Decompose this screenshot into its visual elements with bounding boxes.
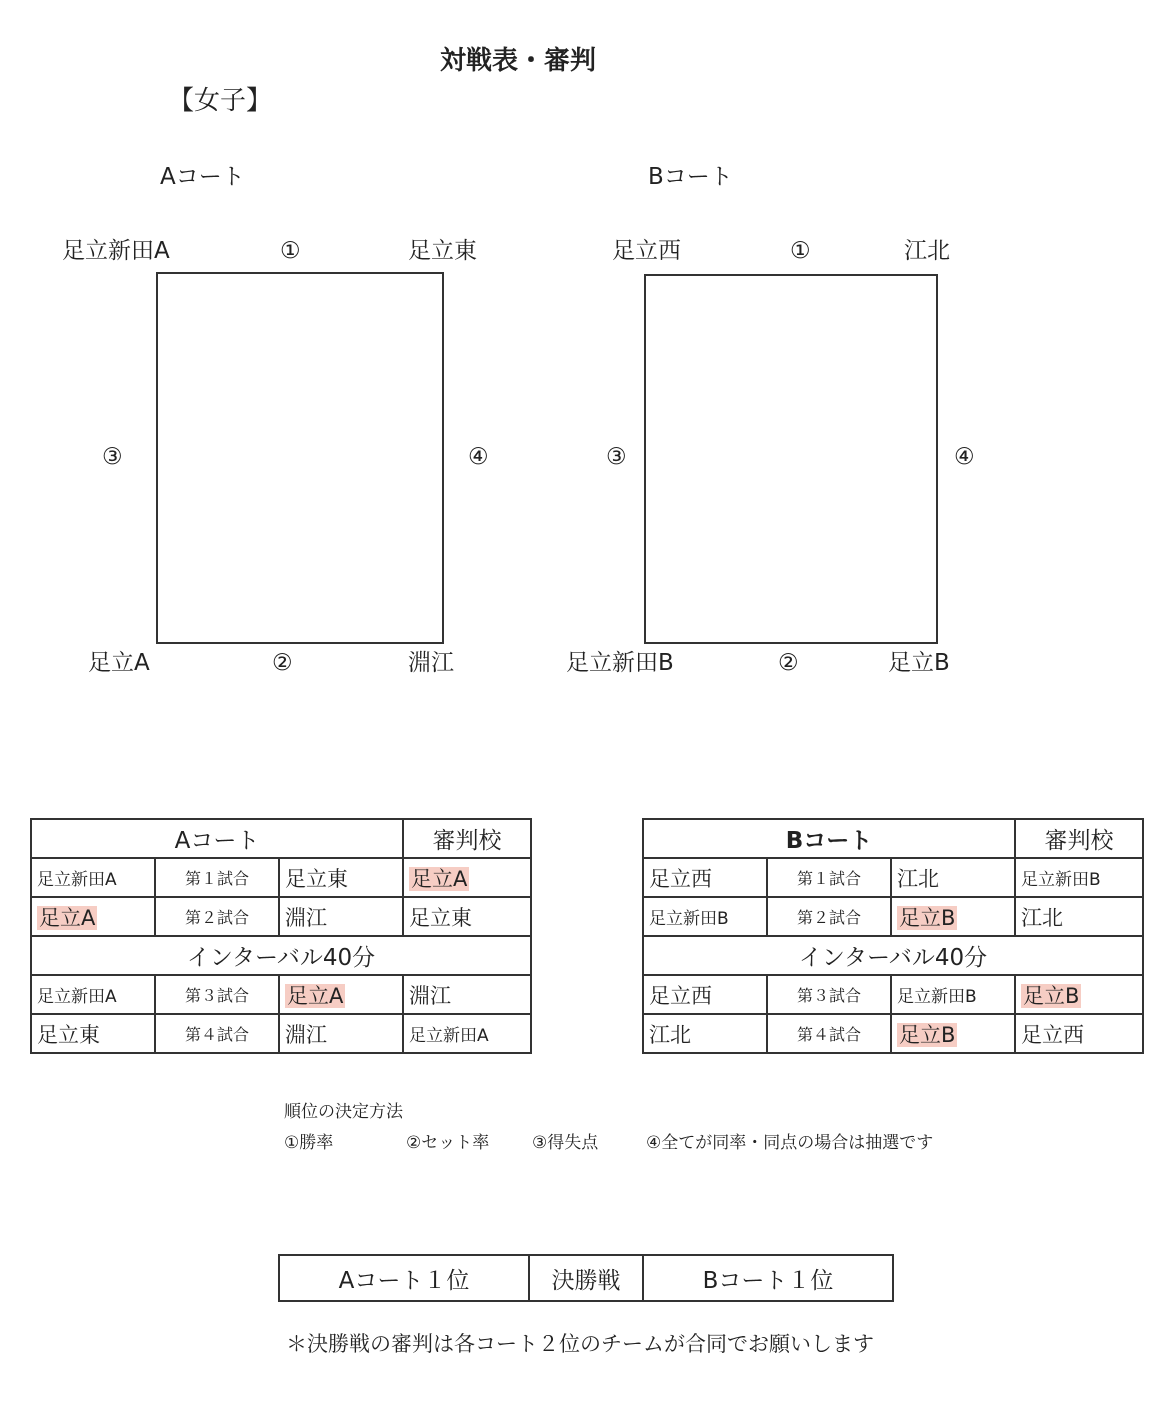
table-row xyxy=(643,975,1143,1014)
referee-cell xyxy=(403,858,531,897)
team2-cell: 足立新田B xyxy=(891,975,1015,1014)
highlighted-team: 足立A xyxy=(287,983,344,1008)
team1-cell: 足立新田B xyxy=(643,897,767,936)
ranking-item: ①勝率 xyxy=(284,1133,334,1153)
court-a-top-left-team: 足立新田A xyxy=(62,238,170,264)
match-cell: 第２試合 xyxy=(155,897,279,936)
referee-header: 審判校 xyxy=(403,819,531,858)
referee-header: 審判校 xyxy=(1015,819,1143,858)
team1-cell: 足立新田A xyxy=(31,975,155,1014)
referee-cell: 足立新田B xyxy=(1015,858,1143,897)
referee-cell: 足立東 xyxy=(403,897,531,936)
team1-cell: 足立西 xyxy=(643,975,767,1014)
referee-cell: 淵江 xyxy=(403,975,531,1014)
footer-note: ＊決勝戦の審判は各コート２位のチームが合同でお願いします xyxy=(286,1332,874,1356)
court-a-bottom-right-team: 淵江 xyxy=(408,650,454,676)
schedule-table-b xyxy=(642,818,1144,1054)
table-row xyxy=(643,897,1143,936)
table-court-header: Aコート xyxy=(31,819,403,858)
table-row xyxy=(31,975,531,1014)
interval-cell: インターバル40分 xyxy=(31,936,531,975)
interval-row xyxy=(31,936,531,975)
table-row xyxy=(643,1014,1143,1053)
team2-cell xyxy=(279,975,403,1014)
court-b-bottom-position: ② xyxy=(778,650,799,676)
category-label: 【女子】 xyxy=(168,86,273,116)
match-cell: 第１試合 xyxy=(155,858,279,897)
highlighted-team: 足立B xyxy=(899,1022,956,1047)
team2-cell xyxy=(891,1014,1015,1053)
highlighted-team: 足立A xyxy=(39,905,96,930)
court-a-bottom-position: ② xyxy=(272,650,293,676)
ranking-heading: 順位の決定方法 xyxy=(284,1102,403,1122)
table-row xyxy=(31,1014,531,1053)
court-a-top-right-team: 足立東 xyxy=(408,238,477,264)
court-b-bottom-right-team: 足立B xyxy=(888,650,950,676)
court-b-top-left-team: 足立西 xyxy=(612,238,681,264)
table-row xyxy=(31,858,531,897)
team2-cell: 江北 xyxy=(891,858,1015,897)
referee-cell xyxy=(1015,975,1143,1014)
page-title: 対戦表・審判 xyxy=(440,46,597,76)
final-b-cell: Bコート１位 xyxy=(643,1255,893,1301)
table-row xyxy=(643,858,1143,897)
table-header-row xyxy=(31,819,531,858)
court-b-bottom-left-team: 足立新田B xyxy=(566,650,674,676)
court-b-top-position: ① xyxy=(790,238,811,264)
team2-cell: 淵江 xyxy=(279,1014,403,1053)
court-a-top-position: ① xyxy=(280,238,301,264)
final-table xyxy=(278,1254,894,1302)
match-cell: 第４試合 xyxy=(767,1014,891,1053)
team2-cell: 足立東 xyxy=(279,858,403,897)
court-b-right-position: ④ xyxy=(954,444,975,470)
match-cell: 第４試合 xyxy=(155,1014,279,1053)
court-b-title: Bコート xyxy=(648,164,733,190)
highlighted-team: 足立B xyxy=(899,905,956,930)
ranking-item: ②セット率 xyxy=(406,1133,490,1153)
team1-cell: 足立東 xyxy=(31,1014,155,1053)
team1-cell xyxy=(31,897,155,936)
interval-row xyxy=(643,936,1143,975)
referee-cell: 足立新田A xyxy=(403,1014,531,1053)
final-a-cell: Aコート１位 xyxy=(279,1255,529,1301)
team2-cell xyxy=(891,897,1015,936)
court-a-right-position: ④ xyxy=(468,444,489,470)
team1-cell: 足立西 xyxy=(643,858,767,897)
court-a-bottom-left-team: 足立A xyxy=(88,650,150,676)
highlighted-team: 足立B xyxy=(1023,983,1080,1008)
table-court-header: Bコート xyxy=(643,819,1015,858)
match-cell: 第３試合 xyxy=(155,975,279,1014)
team1-cell: 足立新田A xyxy=(31,858,155,897)
table-row xyxy=(31,897,531,936)
final-center-cell: 決勝戦 xyxy=(529,1255,643,1301)
final-row xyxy=(279,1255,893,1301)
court-b-top-right-team: 江北 xyxy=(904,238,950,264)
table-header-row xyxy=(643,819,1143,858)
court-a-box xyxy=(156,272,444,644)
match-cell: 第３試合 xyxy=(767,975,891,1014)
team2-cell: 淵江 xyxy=(279,897,403,936)
ranking-item: ③得失点 xyxy=(532,1133,599,1153)
schedule-table-a xyxy=(30,818,532,1054)
highlighted-team: 足立A xyxy=(411,866,468,891)
court-b-left-position: ③ xyxy=(606,444,627,470)
referee-cell: 足立西 xyxy=(1015,1014,1143,1053)
match-cell: 第１試合 xyxy=(767,858,891,897)
team1-cell: 江北 xyxy=(643,1014,767,1053)
court-a-title: Aコート xyxy=(160,164,245,190)
match-cell: 第２試合 xyxy=(767,897,891,936)
referee-cell: 江北 xyxy=(1015,897,1143,936)
interval-cell: インターバル40分 xyxy=(643,936,1143,975)
court-a-left-position: ③ xyxy=(102,444,123,470)
ranking-item: ④全てが同率・同点の場合は抽選です xyxy=(646,1133,934,1153)
court-b-box xyxy=(644,274,938,644)
